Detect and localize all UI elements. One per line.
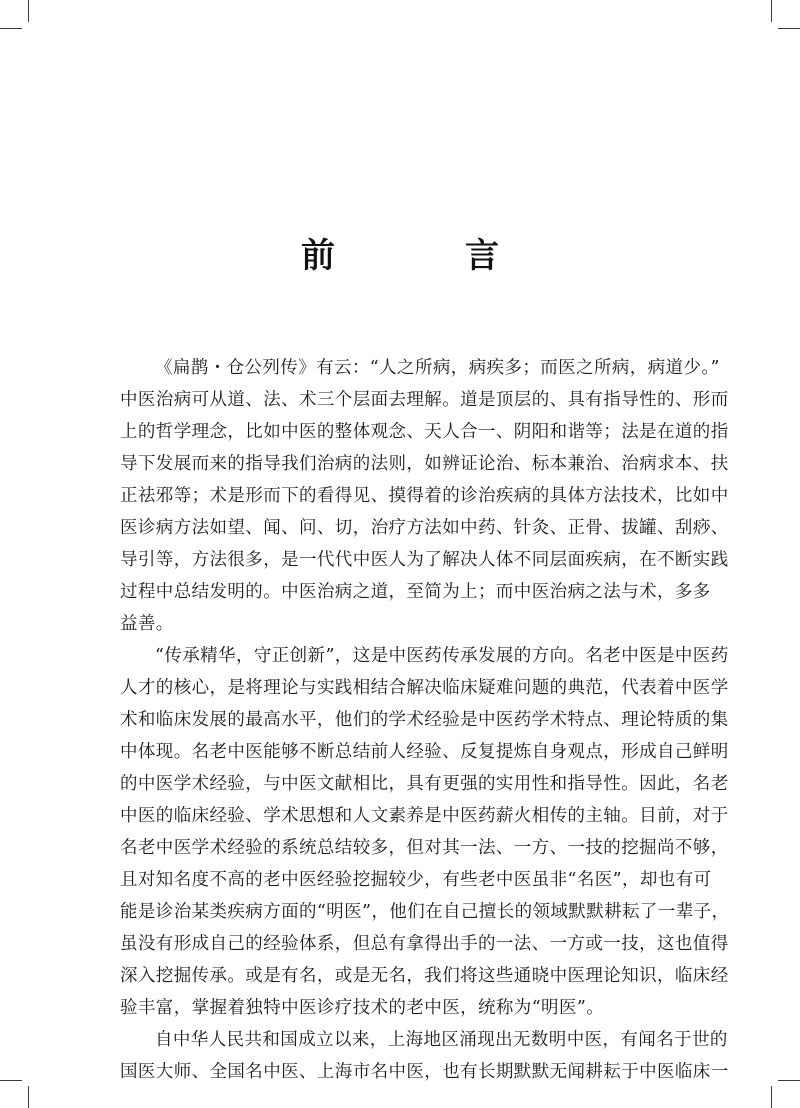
crop-mark-bottom-right-h — [778, 1080, 800, 1081]
paragraph-line: 医诊病方法如望、闻、问、切，治疗方法如中药、针灸、正骨、拔罐、刮痧、 — [120, 518, 729, 538]
paragraph-line: 导下发展而来的指导我们治病的法则，如辨证论治、标本兼治、治病求本、扶 — [120, 454, 729, 474]
paragraph-line: 益善。 — [120, 614, 174, 634]
preface-body — [120, 352, 730, 1088]
paragraph-line: 中医治病可从道、法、术三个层面去理解。道是顶层的、具有指导性的、形而 — [120, 390, 729, 410]
crop-mark-top-right-v — [771, 0, 772, 22]
paragraph-line: 自中华人民共和国成立以来，上海地区涌现出无数明中医，有闻名于世的 — [155, 1030, 728, 1050]
paragraph-line: 虽没有形成自己的经验体系，但总有拿得出手的一法、一方或一技，这也值得 — [120, 934, 729, 954]
paragraph-line: 过程中总结发明的。中医治病之道，至简为上；而中医治病之法与术，多多 — [120, 582, 711, 602]
paragraph-line: 能是诊治某类疾病方面的“明医”，他们在自己擅长的领域默默耕耘了一辈子， — [120, 902, 730, 922]
paragraph-line: “传承精华，守正创新”，这是中医药传承发展的方向。名老中医是中医药 — [155, 646, 729, 666]
page-title: 前 言 — [301, 236, 547, 276]
crop-mark-top-left-h — [0, 28, 22, 29]
paragraph-line: 且对知名度不高的老中医经验挖掘较少，有些老中医虽非“名医”，却也有可 — [120, 870, 712, 890]
paragraph-line: 的中医学术经验，与中医文献相比，具有更强的实用性和指导性。因此，名老 — [120, 774, 729, 794]
crop-mark-bottom-left-h — [0, 1080, 22, 1081]
paragraph-line: 中体现。名老中医能够不断总结前人经验、反复提炼自身观点，形成自己鲜明 — [120, 742, 729, 762]
paragraph-line: 深入挖掘传承。或是有名，或是无名，我们将这些通晓中医理论知识，临床经 — [120, 966, 729, 986]
paragraph-line: 验丰富，掌握着独特中医诊疗技术的老中医，统称为“明医”。 — [120, 998, 605, 1018]
crop-mark-top-left-v — [28, 0, 29, 22]
crop-mark-bottom-left-v — [28, 1086, 29, 1108]
crop-mark-bottom-right-v — [771, 1086, 772, 1108]
crop-mark-top-right-h — [778, 28, 800, 29]
paragraph-line: 导引等，方法很多，是一代代中医人为了解决人体不同层面疾病，在不断实践 — [120, 550, 729, 570]
paragraph-line: 术和临床发展的最高水平，他们的学术经验是中医药学术特点、理论特质的集 — [120, 710, 729, 730]
paragraph-line: 《扁鹊・仓公列传》有云：“人之所病，病疾多；而医之所病，病道少。” — [155, 358, 720, 378]
paragraph-line: 国医大师、全国名中医、上海市名中医，也有长期默默无闻耕耘于中医临床一 — [120, 1062, 729, 1082]
paragraph-line: 名老中医学术经验的系统总结较多，但对其一法、一方、一技的挖掘尚不够， — [120, 838, 729, 858]
paragraph-line: 正祛邪等；术是形而下的看得见、摸得着的诊治疾病的具体方法技术，比如中 — [120, 486, 729, 506]
paragraph-line: 中医的临床经验、学术思想和人文素养是中医药薪火相传的主轴。目前，对于 — [120, 806, 729, 826]
paragraph-line: 人才的核心，是将理论与实践相结合解决临床疑难问题的典范，代表着中医学 — [120, 678, 729, 698]
paragraph-line: 上的哲学理念，比如中医的整体观念、天人合一、阴阳和谐等；法是在道的指 — [120, 422, 729, 442]
